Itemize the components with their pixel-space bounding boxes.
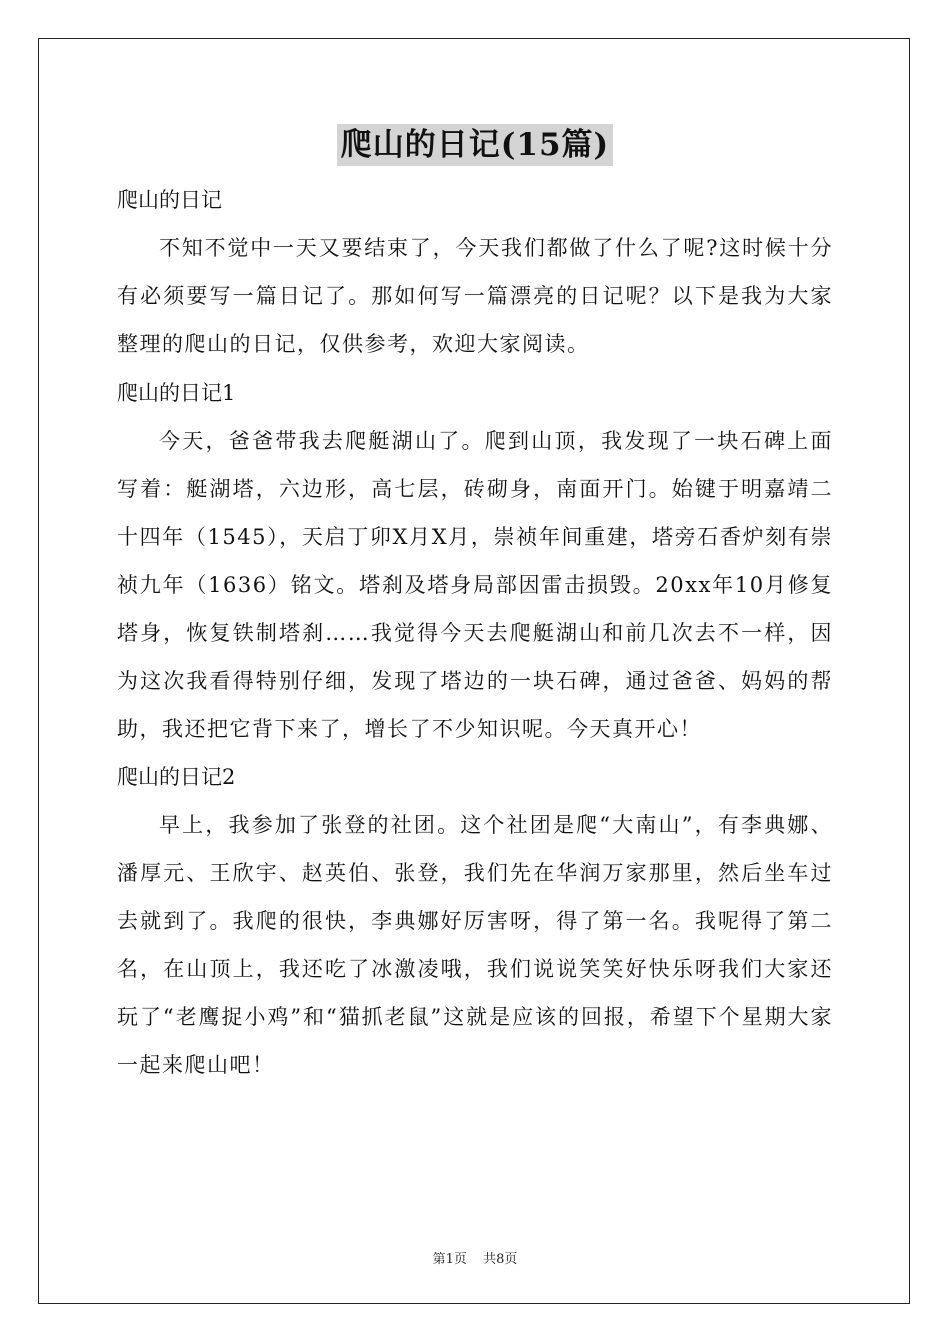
document-title: 爬山的日记(15篇) — [337, 124, 613, 166]
section-1-heading: 爬山的日记1 — [117, 381, 236, 405]
page-footer — [0, 1248, 950, 1267]
intro-paragraph: 不知不觉中一天又要结束了，今天我们都做了什么了呢?这时候十分有必须要写一篇日记了。那如何写一篇漂亮的日记呢？以下是我为大家整理的爬山的日记，仅供参考，欢迎大家阅读。 — [117, 236, 833, 356]
intro-heading: 爬山的日记 — [117, 188, 222, 212]
page-total: 共8页 — [483, 1252, 518, 1267]
section-2-heading: 爬山的日记2 — [117, 765, 236, 789]
document-body — [117, 176, 833, 1089]
page-number: 第1页 — [432, 1252, 467, 1267]
section-2-paragraph: 早上，我参加了张登的社团。这个社团是爬“大南山”，有李典娜、潘厚元、王欣宇、赵英伯、张登，我们先在华润万家那里，然后坐车过去就到了。我爬的很快，李典娜好厉害呀，得了第一名。我呢得了第二名，在山顶上，我还吃了冰激凌哦，我们说说笑笑好快乐呀我们大家还玩了“老鹰捉小鸡”和“猫抓老鼠”这就是应该的回报，希望下个星期大家一起来爬山吧！ — [117, 813, 833, 1077]
document-title-wrap — [0, 124, 950, 166]
section-1-paragraph: 今天，爸爸带我去爬艇湖山了。爬到山顶，我发现了一块石碑上面写着：艇湖塔，六边形，高七层，砖砌身，南面开门。始键于明嘉靖二十四年（1545），天启丁卯X月X月，崇祯年间重建，塔旁石香炉刻有崇祯九年（1636）铭文。塔刹及塔身局部因雷击损毁。20xx年10月修复塔身，恢复铁制塔刹……我觉得今天去爬艇湖山和前几次去不一样，因为这次我看得特别仔细，发现了塔边的一块石碑，通过爸爸、妈妈的帮助，我还把它背下来了，增长了不少知识呢。今天真开心！ — [117, 429, 833, 741]
